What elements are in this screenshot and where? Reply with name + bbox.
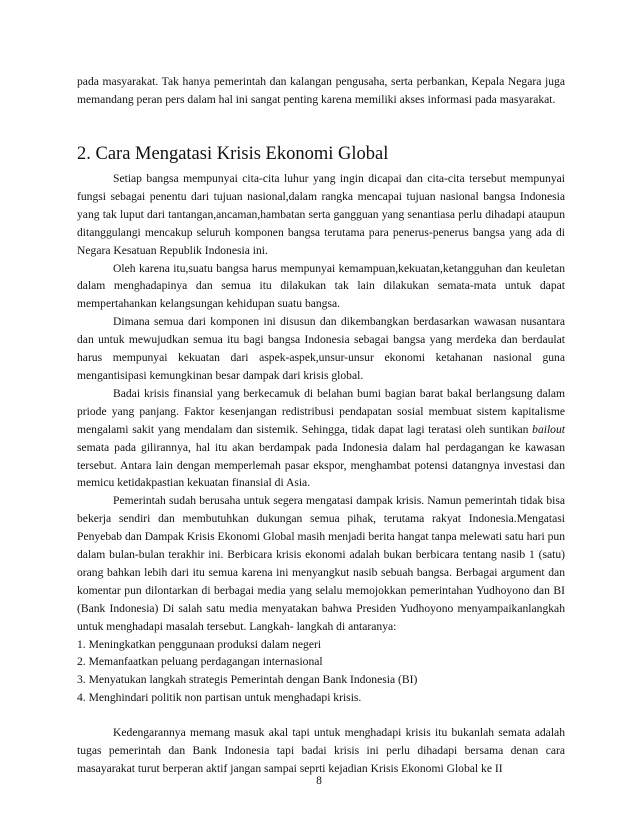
paragraph-4 <box>77 385 565 492</box>
paragraph-4-text-b: semata pada gilirannya, hal itu akan berdampak pada Indonesia dalam hal perdagangan ke kawasan tersebut. Antara lain dengan memperlemah pasar ekspor, menghambat potensi datangnya investasi dan memicu ketidakpastian kekuatan finansial di Asia. <box>77 440 565 490</box>
paragraph-3: Dimana semua dari komponen ini disusun dan dikembangkan berdasarkan wawasan nusantara dan untuk mewujudkan semua itu bagi bangsa Indonesia sebagai bangsa yang merdeka dan berdaulat harus mempunyai kekuatan dari aspek-aspek,unsur-unsur ekonomi ketahanan nasional guna mengantisipasi kemungkinan besar dampak dari krisis global. <box>77 315 565 382</box>
paragraph-6: Kedengarannya memang masuk akal tapi untuk menghadapi krisis itu bukanlah semata adalah tugas pemerintah dan Bank Indonesia tapi badai krisis ini perlu dihadapi bersama denan cara masayarakat turut berperan aktif jangan sampai seprti kejadian Krisis Ekonomi Global ke II <box>77 726 565 775</box>
section-body <box>77 170 565 778</box>
intro-paragraph: pada masyarakat. Tak hanya pemerintah dan kalangan pengusaha, serta perbankan, Kepala Negara juga memandang peran pers dalam hal ini sangat penting karena memiliki akses informasi pada masyarakat. <box>77 75 565 106</box>
paragraph-4-text-a: Badai krisis finansial yang berkecamuk di belahan bumi bagian barat bakal berlangsung dalam priode yang panjang. Faktor kesenjangan redistribusi pendapatan sosial membuat sistem kapitalisme mengalami sakit yang mendalam dan sistemik. Sehingga, tidak dapat lagi teratasi oleh suntikan <box>77 386 565 436</box>
section-heading: 2. Cara Mengatasi Krisis Ekonomi Global <box>77 144 389 164</box>
spacer <box>77 707 565 724</box>
page-number: 8 <box>316 774 322 787</box>
paragraph-5: Pemerintah sudah berusaha untuk segera mengatasi dampak krisis. Namun pemerintah tidak bisa bekerja sendiri dan membutuhkan dukungan semua pihak, terutama rakyat Indonesia.Mengatasi Penyebab dan Dampak Krisis Ekonomi Global masih menjadi berita hangat tanpa melewati satu hari pun dalam bulan-bulan terakhir ini. Berbicara krisis ekonomi adalah bukan berbicara tentang nasib 1 (satu) orang bahkan lebih dari itu semua karena ini menyangkut nasib sebuah bangsa. Berbagai argument dan komentar pun dilontarkan di berbagai media yang selalu memojokkan pemerintahan Yudhoyono dan BI (Bank Indonesia) Di salah satu media menyatakan bahwa Presiden Yudhoyono menyampaikanlangkah untuk menghadapi masalah tersebut. Langkah- langkah di antaranya: <box>77 494 565 633</box>
steps-list <box>77 636 565 708</box>
list-item: 3. Menyatukan langkah strategis Pemerintah dengan Bank Indonesia (BI) <box>77 673 418 687</box>
list-item: 2. Memanfaatkan peluang perdagangan internasional <box>77 655 323 669</box>
paragraph-1: Setiap bangsa mempunyai cita-cita luhur yang ingin dicapai dan cita-cita tersebut mempunyai fungsi sebagai penentu dari tujuan nasional,dalam rangka mencapai tujuan nasional bangsa Indonesia yang tak luput dari tantangan,ancaman,hambatan serta gangguan yang senantiasa perlu dihadapi ataupun ditanggulangi mencakup seluruh komponen bangsa terutama para penerus-penerus bangsa yang ada di Negara Kesatuan Republik Indonesia ini. <box>77 172 565 257</box>
paragraph-4-italic-term: bailout <box>532 422 565 436</box>
list-item: 4. Menghindari politik non partisan untuk menghadapi krisis. <box>77 691 362 705</box>
list-item: 1. Meningkatkan penggunaan produksi dalam negeri <box>77 637 322 651</box>
paragraph-2: Oleh karena itu,suatu bangsa harus mempunyai kemampuan,kekuatan,ketangguhan dan keuletan dalam menghadapinya dan semua itu dilakukan tak lain dilakukan semata-mata untuk dapat mempertahankan kelangsungan kehidupan suatu bangsa. <box>77 261 565 311</box>
